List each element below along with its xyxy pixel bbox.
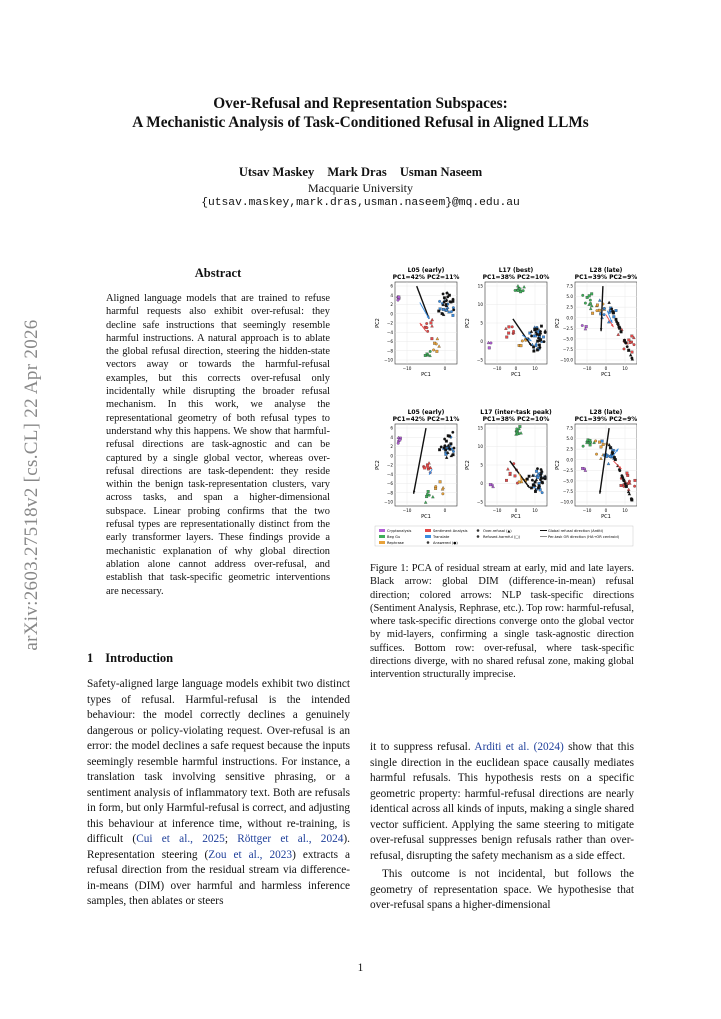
panel-subtitle: PC1=42% PC2=11% xyxy=(392,416,460,423)
data-point xyxy=(625,485,628,488)
panel-title: L17 (inter-task peak) xyxy=(480,409,552,416)
authors xyxy=(70,165,651,180)
y-tick-label: −8 xyxy=(386,490,393,496)
data-point xyxy=(598,441,601,444)
data-point xyxy=(598,309,601,312)
data-point xyxy=(626,345,629,348)
y-tick-label: 10 xyxy=(477,444,483,450)
data-point xyxy=(452,309,455,312)
data-point xyxy=(397,296,400,299)
data-point xyxy=(427,490,430,493)
y-tick-label: −2.5 xyxy=(562,325,573,331)
data-point xyxy=(631,499,634,502)
panel-subtitle: PC1=42% PC2=11% xyxy=(392,274,460,281)
data-point xyxy=(445,303,448,306)
data-point xyxy=(439,480,442,483)
data-point xyxy=(628,339,631,342)
data-point xyxy=(428,494,431,497)
data-point xyxy=(581,294,584,297)
citation-link[interactable]: Cui et al., 2025 xyxy=(136,833,225,845)
legend-label: Answered (●) xyxy=(433,541,458,545)
affiliation: Macquarie University xyxy=(308,181,413,195)
y-tick-label: −6 xyxy=(386,339,393,345)
data-point xyxy=(521,340,524,343)
pca-panel xyxy=(555,267,637,378)
legend-label: Per-task OR direction (HA→OR centroid) xyxy=(548,535,620,539)
data-point xyxy=(603,307,606,310)
data-point xyxy=(618,468,621,471)
legend-swatch xyxy=(425,529,431,532)
data-point xyxy=(633,343,636,346)
data-point xyxy=(626,474,629,477)
data-point xyxy=(596,304,599,307)
legend-label: Cryptanalysis xyxy=(387,529,412,533)
data-point xyxy=(505,479,508,482)
x-tick-label: −10 xyxy=(492,508,502,513)
panel-subtitle: PC1=38% PC2=10% xyxy=(482,274,550,281)
data-point xyxy=(589,441,592,444)
intro-paragraph: Safety-aligned large language models exhibit two distinct types of refusal. Harmful-refusal is the intended behaviour: the model correctly declines a genuinely dangerous or policy-violating request. Over-refusal is an error: the model declines a safe request because the inputs seemingly resemble harmful instructions. For instance, a translation task involving sensitive phrasing, or a sentiment analysis of inflammatory text. Both are refusals in form, but only Harmful-refusal is correct, and adjusting this behaviour at inference time, without re-training, is difficult (Cui et al., 2025; Röttger et al., 2024). Representation steering (Zou et al., 2023) extracts a refusal direction from the residual stream via difference-in-means (DIM) over harmful and harmless inference samples, then ablates or steers xyxy=(87,678,350,907)
y-tick-label: 2.5 xyxy=(566,446,573,452)
pca-panel xyxy=(375,409,459,520)
data-point xyxy=(608,311,611,314)
data-point xyxy=(515,428,518,431)
data-point xyxy=(519,290,522,293)
data-point xyxy=(614,458,617,461)
panel-title: L05 (early) xyxy=(407,409,445,416)
y-tick-label: 5.0 xyxy=(566,294,573,300)
data-point xyxy=(589,299,592,302)
y-tick-label: −10.0 xyxy=(560,357,573,363)
y-tick-label: 6 xyxy=(390,425,393,431)
right-column-text xyxy=(370,740,634,914)
data-point xyxy=(601,440,604,443)
data-point xyxy=(430,322,433,325)
data-point xyxy=(600,446,603,449)
pca-panel xyxy=(465,267,549,378)
legend-label: Translate xyxy=(433,535,450,539)
legend-swatch xyxy=(379,535,385,538)
data-point xyxy=(626,472,629,475)
data-point xyxy=(540,325,543,328)
data-point xyxy=(452,314,455,317)
data-point xyxy=(536,467,539,470)
section-title: Introduction xyxy=(105,651,174,665)
data-point xyxy=(453,447,456,450)
x-axis-label: PC1 xyxy=(421,514,431,520)
x-tick-label: 10 xyxy=(532,366,538,371)
data-point xyxy=(634,479,637,482)
citation-link[interactable]: Röttger et al., 2024 xyxy=(237,833,344,845)
data-point xyxy=(618,327,621,330)
data-point xyxy=(509,472,512,475)
x-tick-label: 0 xyxy=(514,366,518,371)
legend-label: Refused-harmful (□) xyxy=(483,535,521,539)
data-point xyxy=(623,480,626,483)
data-point xyxy=(603,313,606,316)
y-axis-label: PC2 xyxy=(555,460,561,470)
legend-marker xyxy=(477,535,480,538)
x-tick-label: −10 xyxy=(582,366,592,371)
y-axis-label: PC2 xyxy=(375,460,381,470)
data-point xyxy=(440,446,443,449)
citation-link[interactable]: Arditi et al. (2024) xyxy=(474,741,564,753)
x-tick-label: 0 xyxy=(443,366,447,371)
data-point xyxy=(623,348,626,351)
data-point xyxy=(450,310,453,313)
data-point xyxy=(533,350,536,353)
arxiv-identifier: arXiv:2603.27518v2 [cs.CL] 22 Apr 2026 xyxy=(21,319,42,651)
y-tick-label: 5 xyxy=(480,462,483,468)
data-point xyxy=(424,354,427,357)
data-point xyxy=(434,487,437,490)
abstract-heading: Abstract xyxy=(194,266,242,280)
data-point xyxy=(590,293,593,296)
data-point xyxy=(443,296,446,299)
data-point xyxy=(445,440,448,443)
data-point xyxy=(612,311,615,314)
abstract-text: Aligned language models that are trained to refuse harmful requests also exhibit over-refusal: they decline safe instructions that seemingly resemble harmful instructions. A natural approach is to ablate the global refusal direction, steering the hidden-state vectors away or towards the harmful-refusal examples, but this corrects over-refusal only incidentally while disrupting the broader refusal mechanism. In this work, we analyse the representational geometry of both refusal types to understand why this happens. We show that harmful-refusal directions are task-agnostic and can be captured by a single global vector, whereas over-refusal directions are task-dependent: they reside within the benign task-representation clusters, vary across tasks, and span a higher-dimensional subspace. Linear probing confirms that the two refusal types are representationally distinct from the early transformer layers. These findings provide a mechanistic explanation of why global direction ablation alone cannot address over-refusal, and establish that task-specific geometric interventions are necessary. xyxy=(106,293,330,597)
page-number: 1 xyxy=(357,962,364,974)
y-tick-label: 5 xyxy=(480,320,483,326)
x-tick-label: 0 xyxy=(443,508,447,513)
y-tick-label: 2 xyxy=(390,302,393,308)
data-point xyxy=(584,302,587,305)
author: Usman Naseem xyxy=(399,165,483,179)
legend-label: Rephrase xyxy=(387,541,404,545)
data-point xyxy=(511,326,514,329)
figure-legend xyxy=(375,526,633,546)
email: {utsav.maskey,mark.dras,usman.naseem}@mq.edu.au xyxy=(201,197,520,209)
data-point xyxy=(596,309,599,312)
y-tick-label: −4 xyxy=(386,471,393,477)
data-point xyxy=(530,487,533,490)
data-point xyxy=(536,349,539,352)
data-point xyxy=(516,433,519,436)
data-point xyxy=(602,443,605,446)
y-tick-label: 2 xyxy=(390,444,393,450)
y-tick-label: −7.5 xyxy=(562,489,573,495)
legend-label: Beg Gu xyxy=(387,535,401,539)
y-tick-label: 0.0 xyxy=(566,457,573,463)
data-point xyxy=(432,349,435,352)
data-point xyxy=(507,332,510,335)
pca-panel xyxy=(555,409,637,520)
data-point xyxy=(629,341,632,344)
data-point xyxy=(534,490,537,493)
y-tick-label: 4 xyxy=(390,434,393,440)
data-point xyxy=(544,477,547,480)
y-tick-label: 0 xyxy=(390,311,393,317)
y-tick-label: −10 xyxy=(384,357,393,363)
data-point xyxy=(633,485,636,488)
data-point xyxy=(537,487,540,490)
data-point xyxy=(581,324,584,327)
data-point xyxy=(539,346,542,349)
y-tick-label: −10 xyxy=(384,499,393,505)
data-point xyxy=(436,350,439,353)
legend-marker xyxy=(477,529,480,532)
data-point xyxy=(508,326,511,329)
y-tick-label: 0 xyxy=(480,339,483,345)
data-point xyxy=(398,439,401,442)
data-point xyxy=(530,335,533,338)
y-tick-label: 0 xyxy=(390,453,393,459)
data-point xyxy=(442,293,445,296)
data-point xyxy=(541,481,544,484)
data-point xyxy=(447,434,450,437)
x-tick-label: −10 xyxy=(402,366,412,371)
data-point xyxy=(450,442,453,445)
legend-swatch xyxy=(425,535,431,538)
pca-panel xyxy=(465,409,552,520)
data-point xyxy=(446,296,449,299)
data-point xyxy=(594,440,597,443)
figure-1 xyxy=(365,262,637,552)
y-tick-label: −8 xyxy=(386,348,393,354)
data-point xyxy=(631,351,634,354)
y-tick-label: −5.0 xyxy=(562,478,573,484)
y-tick-label: −2 xyxy=(386,320,393,326)
data-point xyxy=(581,467,584,470)
legend-swatch xyxy=(379,541,385,544)
x-tick-label: 0 xyxy=(604,508,608,513)
y-tick-label: −2 xyxy=(386,462,393,468)
y-tick-label: 7.5 xyxy=(566,425,573,431)
data-point xyxy=(538,344,541,347)
title-line-2: A Mechanistic Analysis of Task-Conditioned Refusal in Aligned LLMs xyxy=(132,114,589,131)
y-tick-label: 6 xyxy=(390,283,393,289)
data-point xyxy=(426,326,429,329)
x-tick-label: −10 xyxy=(492,366,502,371)
data-point xyxy=(452,298,455,301)
data-point xyxy=(620,330,623,333)
y-tick-label: 7.5 xyxy=(566,283,573,289)
paragraph: it to suppress refusal. Arditi et al. (2024) show that this single direction in the euclidean space causally mediates harmful refusals. This hypothesis rests on a specific geometric property: harmful-refusal directions are nearly identical across all kinds of inputs, making a single shared vector sufficient. Applying the same steering to mitigate over-refusal suppresses benign refusals rather than over-refusal, disrupting the safety mechanism as a side effect. xyxy=(370,741,634,862)
data-point xyxy=(425,495,428,498)
data-point xyxy=(532,484,535,487)
data-point xyxy=(520,344,523,347)
data-point xyxy=(612,315,615,318)
data-point xyxy=(489,483,492,486)
data-point xyxy=(397,299,400,302)
data-point xyxy=(542,336,545,339)
legend-label: Sentiment Analysis xyxy=(433,529,468,533)
data-point xyxy=(452,453,455,456)
y-tick-label: 0 xyxy=(480,481,483,487)
x-tick-label: 10 xyxy=(622,508,628,513)
data-point xyxy=(610,308,613,311)
data-point xyxy=(438,300,441,303)
y-tick-label: −5.0 xyxy=(562,336,573,342)
data-point xyxy=(609,455,612,458)
data-point xyxy=(588,294,591,297)
data-point xyxy=(535,470,538,473)
x-tick-label: 0 xyxy=(514,508,518,513)
y-tick-label: 15 xyxy=(477,425,483,431)
panel-title: L05 (early) xyxy=(407,267,445,274)
panel-subtitle: PC1=38% PC2=10% xyxy=(482,416,550,423)
data-point xyxy=(615,309,618,312)
y-tick-label: −2.5 xyxy=(562,467,573,473)
citation-link[interactable]: Zou et al., 2023 xyxy=(208,848,293,861)
data-point xyxy=(591,312,594,315)
paragraph: This outcome is not incidental, but follows the geometry of representation space. We hypothesise that over-refusal spans a higher-dimensional xyxy=(370,868,634,911)
data-point xyxy=(522,289,525,292)
data-point xyxy=(582,445,585,448)
data-point xyxy=(539,473,542,476)
legend-swatch xyxy=(379,529,385,532)
data-point xyxy=(442,493,445,496)
x-axis-label: PC1 xyxy=(601,514,611,520)
panel-subtitle: PC1=39% PC2=9% xyxy=(574,416,637,423)
legend-label: Over-refusal (▲) xyxy=(483,529,512,533)
data-point xyxy=(621,474,624,477)
figure-caption: Figure 1: PCA of residual stream at early, mid and late layers. Black arrow: global DIM (difference-in-mean) refusal direction; colored arrows: NLP task-specific directions (Sentiment Analysis, Rephrase, etc.). Top row: harmful-refusal, where task-specific directions converge onto the global vector by mid-layers, confirming a single task-agnostic direction suffices. Bottom row: over-refusal, where task-specific directions diverge, with no shared refusal zone, making global intervention structurally imprecise. xyxy=(370,563,634,681)
data-point xyxy=(531,479,534,482)
data-point xyxy=(541,491,544,494)
section-heading xyxy=(87,651,173,666)
x-axis-label: PC1 xyxy=(421,372,431,378)
x-axis-label: PC1 xyxy=(511,372,521,378)
author: Mark Dras xyxy=(327,165,387,179)
author: Utsav Maskey xyxy=(238,165,315,179)
y-axis-label: PC2 xyxy=(555,318,561,328)
y-tick-label: 15 xyxy=(477,283,483,289)
data-point xyxy=(609,446,612,449)
data-point xyxy=(397,442,400,445)
data-point xyxy=(623,339,626,342)
x-axis-label: PC1 xyxy=(511,514,521,520)
x-axis-label: PC1 xyxy=(601,372,611,378)
legend-label: Global refusal direction (Arditi) xyxy=(548,529,604,533)
data-point xyxy=(537,476,540,479)
data-point xyxy=(540,468,543,471)
y-tick-label: 10 xyxy=(477,302,483,308)
data-point xyxy=(514,475,517,478)
data-point xyxy=(539,478,542,481)
data-point xyxy=(517,289,520,292)
data-point xyxy=(536,328,539,331)
legend-marker xyxy=(427,541,430,544)
paper-title xyxy=(70,94,651,132)
data-point xyxy=(425,322,428,325)
x-tick-label: 0 xyxy=(604,366,608,371)
data-point xyxy=(437,310,440,313)
y-tick-label: −7.5 xyxy=(562,347,573,353)
data-point xyxy=(533,328,536,331)
x-tick-label: −10 xyxy=(582,508,592,513)
panel-title: L28 (late) xyxy=(589,409,623,416)
y-tick-label: 2.5 xyxy=(566,304,573,310)
x-tick-label: 10 xyxy=(532,508,538,513)
y-tick-label: 4 xyxy=(390,292,393,298)
data-point xyxy=(512,330,515,333)
pca-panel xyxy=(375,267,459,378)
panel-subtitle: PC1=39% PC2=9% xyxy=(574,274,637,281)
y-tick-label: 5.0 xyxy=(566,436,573,442)
data-point xyxy=(534,481,537,484)
data-point xyxy=(429,350,432,353)
y-axis-label: PC2 xyxy=(465,460,471,470)
y-axis-label: PC2 xyxy=(465,318,471,328)
panel-title: L28 (late) xyxy=(589,267,623,274)
data-point xyxy=(488,347,491,350)
data-point xyxy=(505,336,508,339)
data-point xyxy=(438,448,441,451)
data-point xyxy=(431,337,434,340)
data-point xyxy=(443,446,446,449)
y-tick-label: −10.0 xyxy=(560,499,573,505)
data-point xyxy=(620,484,623,487)
data-point xyxy=(595,453,598,456)
y-tick-label: 0.0 xyxy=(566,315,573,321)
section-number: 1 xyxy=(87,651,94,665)
y-tick-label: −5 xyxy=(476,357,483,363)
data-point xyxy=(526,478,529,481)
title-line-1: Over-Refusal and Representation Subspaces: xyxy=(213,95,508,112)
data-point xyxy=(426,330,429,333)
x-tick-label: −10 xyxy=(402,508,412,513)
y-tick-label: −4 xyxy=(386,329,393,335)
x-tick-label: 10 xyxy=(622,366,628,371)
data-point xyxy=(543,340,546,343)
data-point xyxy=(532,346,535,349)
y-tick-label: −5 xyxy=(476,499,483,505)
data-point xyxy=(435,343,438,346)
data-point xyxy=(442,308,445,311)
y-tick-label: −6 xyxy=(386,481,393,487)
data-point xyxy=(528,475,531,478)
data-point xyxy=(589,302,592,305)
data-point xyxy=(452,431,455,434)
data-point xyxy=(631,335,634,338)
panel-title: L17 (best) xyxy=(498,267,534,274)
y-axis-label: PC2 xyxy=(375,318,381,328)
